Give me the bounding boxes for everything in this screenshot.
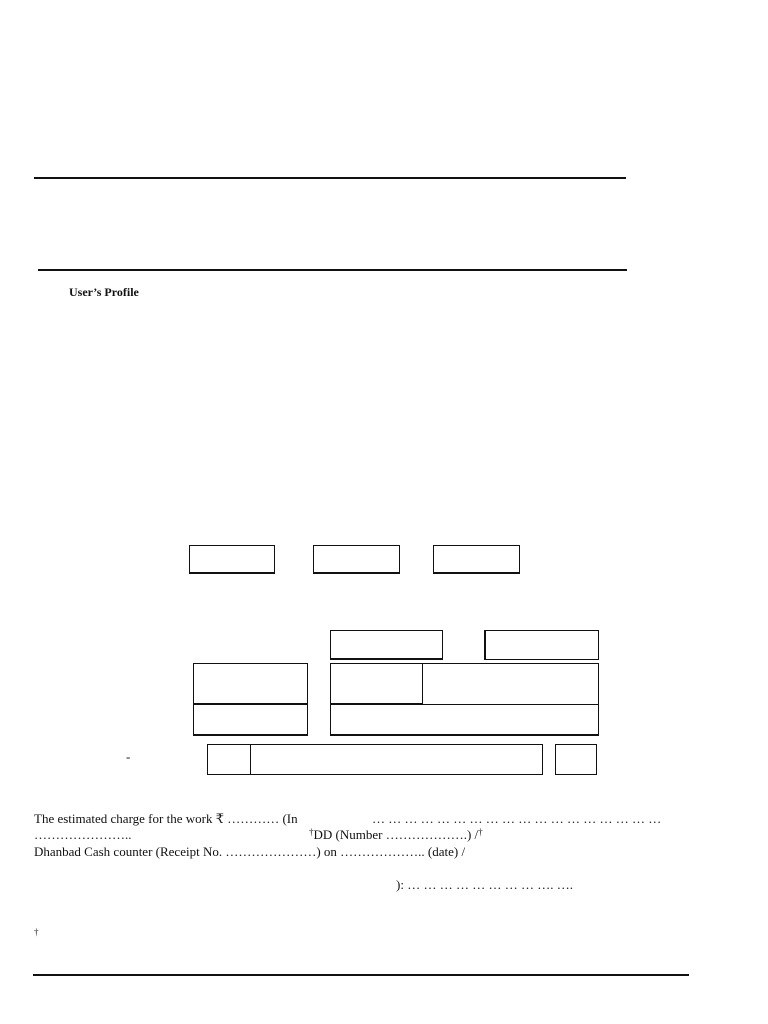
input-box-1[interactable] bbox=[189, 545, 275, 574]
input-box-10[interactable] bbox=[330, 704, 599, 736]
input-box-6[interactable] bbox=[193, 663, 308, 705]
section-heading: User’s Profile bbox=[69, 285, 139, 299]
input-box-12[interactable] bbox=[250, 744, 543, 775]
input-box-8[interactable] bbox=[422, 663, 599, 705]
footnote-dagger: † bbox=[34, 927, 39, 937]
input-box-4[interactable] bbox=[330, 630, 443, 660]
payment-line2-a: ………………….. bbox=[34, 827, 132, 842]
input-box-9[interactable] bbox=[193, 704, 308, 736]
payment-line4: ): … … … … … … … … …. …. bbox=[396, 877, 573, 892]
input-box-11[interactable] bbox=[207, 744, 252, 775]
payment-line1-b: … … … … … … … … … … … … … … … … … … bbox=[372, 811, 662, 826]
dash-label: - bbox=[126, 749, 131, 764]
input-box-5[interactable] bbox=[484, 630, 599, 660]
input-box-2[interactable] bbox=[313, 545, 400, 574]
payment-line1-a: The estimated charge for the work ₹ ………… (In bbox=[34, 811, 298, 826]
second-rule bbox=[38, 269, 627, 271]
bottom-rule bbox=[33, 974, 689, 976]
payment-line2-b bbox=[309, 827, 483, 843]
top-rule bbox=[34, 177, 626, 179]
input-box-7[interactable] bbox=[330, 663, 423, 705]
payment-line3: Dhanbad Cash counter (Receipt No. …………………) on ……………….. (date) / bbox=[34, 844, 466, 859]
dagger-mark: † bbox=[309, 827, 314, 837]
input-box-13[interactable] bbox=[555, 744, 597, 775]
payment-dd-text: DD (Number ……………….) / bbox=[313, 827, 479, 842]
dagger-mark-2: † bbox=[478, 827, 483, 837]
input-box-3[interactable] bbox=[433, 545, 520, 574]
